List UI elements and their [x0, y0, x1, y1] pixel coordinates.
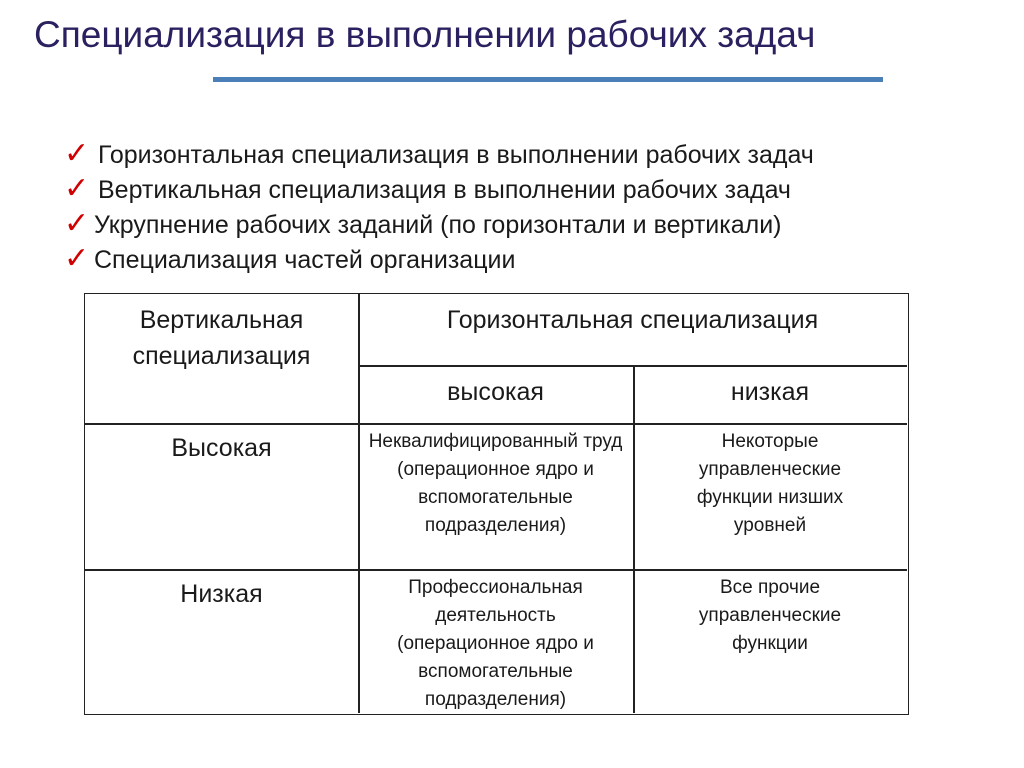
- table-divider: [633, 365, 635, 713]
- bullet-text: Вертикальная специализация в выполнении рабочих задач: [98, 176, 791, 204]
- title-underline: [213, 77, 883, 82]
- row-label-high: Высокая: [171, 434, 272, 462]
- column-header-high: высокая: [447, 378, 544, 406]
- bullet-item: [64, 171, 814, 206]
- bullet-item: [64, 206, 814, 241]
- slide-title: Специализация в выполнении рабочих задач: [34, 14, 816, 55]
- check-mark-icon: ✓: [64, 241, 90, 276]
- bullet-text: Горизонтальная специализация в выполнении рабочих задач: [98, 141, 814, 169]
- table-divider: [85, 569, 907, 571]
- corner-header: Вертикальная специализация: [132, 306, 311, 370]
- table-cell: Все прочие управленческие функции: [698, 577, 842, 654]
- column-header-low: низкая: [730, 378, 810, 406]
- table-divider: [358, 365, 907, 367]
- row-label-low: Низкая: [180, 580, 263, 608]
- bullet-list: [64, 136, 814, 276]
- table-divider: [358, 294, 360, 713]
- check-mark-icon: ✓: [64, 206, 90, 241]
- table-cell: Некоторые управленческие функции низших уровней: [696, 431, 844, 536]
- specialization-table: [84, 293, 909, 715]
- bullet-item: [64, 241, 814, 276]
- check-mark-icon: ✓: [64, 171, 90, 206]
- bullet-text: Укрупнение рабочих заданий (по горизонтали и вертикали): [94, 211, 782, 239]
- table-cell: Неквалифицированный труд (операционное ядро и вспомогательные подразделения): [368, 431, 623, 536]
- bullet-text: Специализация частей организации: [94, 246, 516, 274]
- table-divider: [85, 423, 907, 425]
- column-group-header: Горизонтальная специализация: [446, 306, 819, 334]
- bullet-item: [64, 136, 814, 171]
- table-cell: Профессиональная деятельность (операционное ядро и вспомогательные подразделения): [397, 577, 594, 710]
- check-mark-icon: ✓: [64, 136, 90, 171]
